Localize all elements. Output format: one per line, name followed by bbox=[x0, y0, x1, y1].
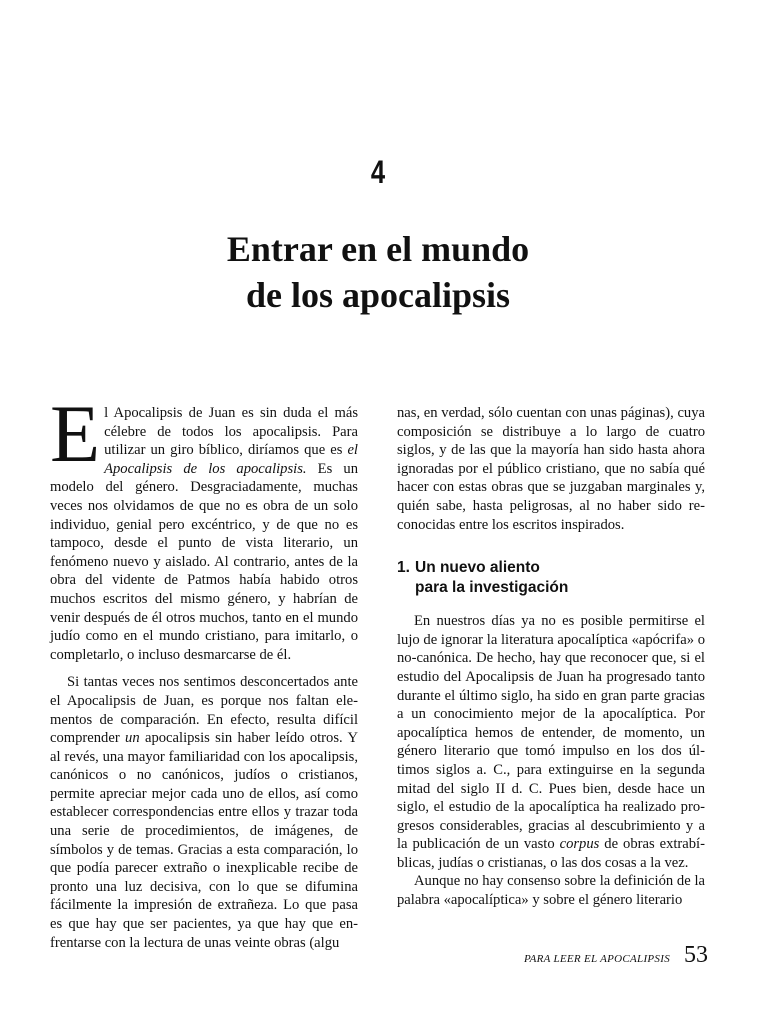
paragraph: nas, en verdad, sólo cuentan con unas páginas), cuya composición se distribuye a lo largo de cuatro siglos, y de las que la mayoría han sido hasta ahora ignoradas por el público cristiano, que no sabía qué hacer con estas obras que se juzgaban marginales y, quién sabe, hasta peligrosas, al no haber sido reconocidas entre los escritos inspirados. bbox=[397, 405, 705, 533]
paragraph: Aunque no hay consenso sobre la definición de la palabra «apocalíptica» y sobre el género literario bbox=[397, 873, 705, 909]
paragraph bbox=[50, 388, 358, 664]
section-title-line-1: Un nuevo aliento bbox=[415, 559, 540, 577]
paragraph bbox=[397, 612, 705, 872]
paragraph-text: En nuestros días ya no es posible permitirse el lujo de ignorar la literatura apocalíptica «apócrifa» o no-canónica. De hecho, hay que reconocer que, si el estudio del Apocalipsis de Juan ha progresado tanto durante el último siglo, ha sido en gran parte gracias a un conocimiento mejor de la apocalíptica. Por apocalíptica hemos de entender, de momento, un género literario que tomó impulso en los dos últimos siglos a. C., para extinguirse en la segunda mitad del siglo II d. C. Pues bien, desde hace un siglo, el estudio de la apocalíptica ha realizado progresos considerables, gracias al descubrimiento y a la publicación de un vasto bbox=[397, 613, 705, 853]
section-number: 1. bbox=[397, 559, 410, 577]
paragraph-text: de obras extrabíblicas, judías o cristianas, o las dos cosas a la vez. bbox=[397, 836, 705, 871]
section-title-line-2: para la investigación bbox=[415, 579, 569, 597]
section-heading bbox=[397, 558, 705, 598]
paragraph-text: Es un modelo del género. Desgraciadamente, muchas veces nos olvidamos de que no es obra de un solo individuo, genial pero excéntrico, y de que no es tampoco, desde el punto de vista literario, un fenómeno nuevo y aislado. Al contrario, antes de la obra del vidente de Patmos había habido otros muchos escritos del mismo género, y habrían de venir después de él otros muchos, tanto en el mundo judío como en el mundo cristiano, para imitarlo, o completarlo, o incluso desmarcarse de él. bbox=[50, 460, 358, 663]
chapter-title-line-1: Entrar en el mundo bbox=[226, 229, 530, 269]
left-column bbox=[50, 388, 358, 952]
paragraph-text: Si tantas veces nos sentimos desconcertados ante el Apocalipsis de Juan, es porque nos faltan elementos de comparación. En efecto, resulta difícil comprender bbox=[50, 674, 358, 747]
emphasis-text: el Apocalipsis de los apocalipsis. bbox=[104, 442, 358, 477]
emphasis-text: corpus bbox=[559, 836, 600, 853]
paragraph bbox=[50, 673, 358, 952]
chapter-number: 4 bbox=[370, 154, 386, 190]
chapter-title bbox=[0, 226, 756, 318]
drop-cap: E bbox=[50, 388, 101, 479]
page-footer bbox=[524, 942, 708, 969]
paragraph-text: apocalipsis sin haber leído otros. Y al revés, una mayor familiaridad con los apocalipsis, canónicos o no canónicos, judíos o cristianos, permite apreciar mejor cada uno de ellos, así como establecer correspondencias entre ellos y trazar toda una serie de procedimientos, de imágenes, de símbolos y de temas. Gracias a esta comparación, lo que podía parecer extraño o inexplicable recibe de pronto una luz decisiva, con lo que se difumina fácilmente la impresión de extrañeza. Lo que pasa es que hay que ser pacientes, ya que hay que enfrentarse con la lectura de unas veinte obras (algu bbox=[50, 730, 358, 951]
running-footer: PARA LEER EL APOCALIPSIS bbox=[523, 953, 670, 965]
page-number: 53 bbox=[684, 942, 708, 968]
chapter-title-line-2: de los apocalipsis bbox=[245, 275, 511, 315]
right-column bbox=[397, 404, 705, 910]
emphasis-text: un bbox=[125, 730, 140, 747]
paragraph-text: l Apocalipsis de Juan es sin duda el más célebre de todos los apocalipsis. Para utilizar un giro bíblico, diríamos que es bbox=[104, 405, 358, 459]
